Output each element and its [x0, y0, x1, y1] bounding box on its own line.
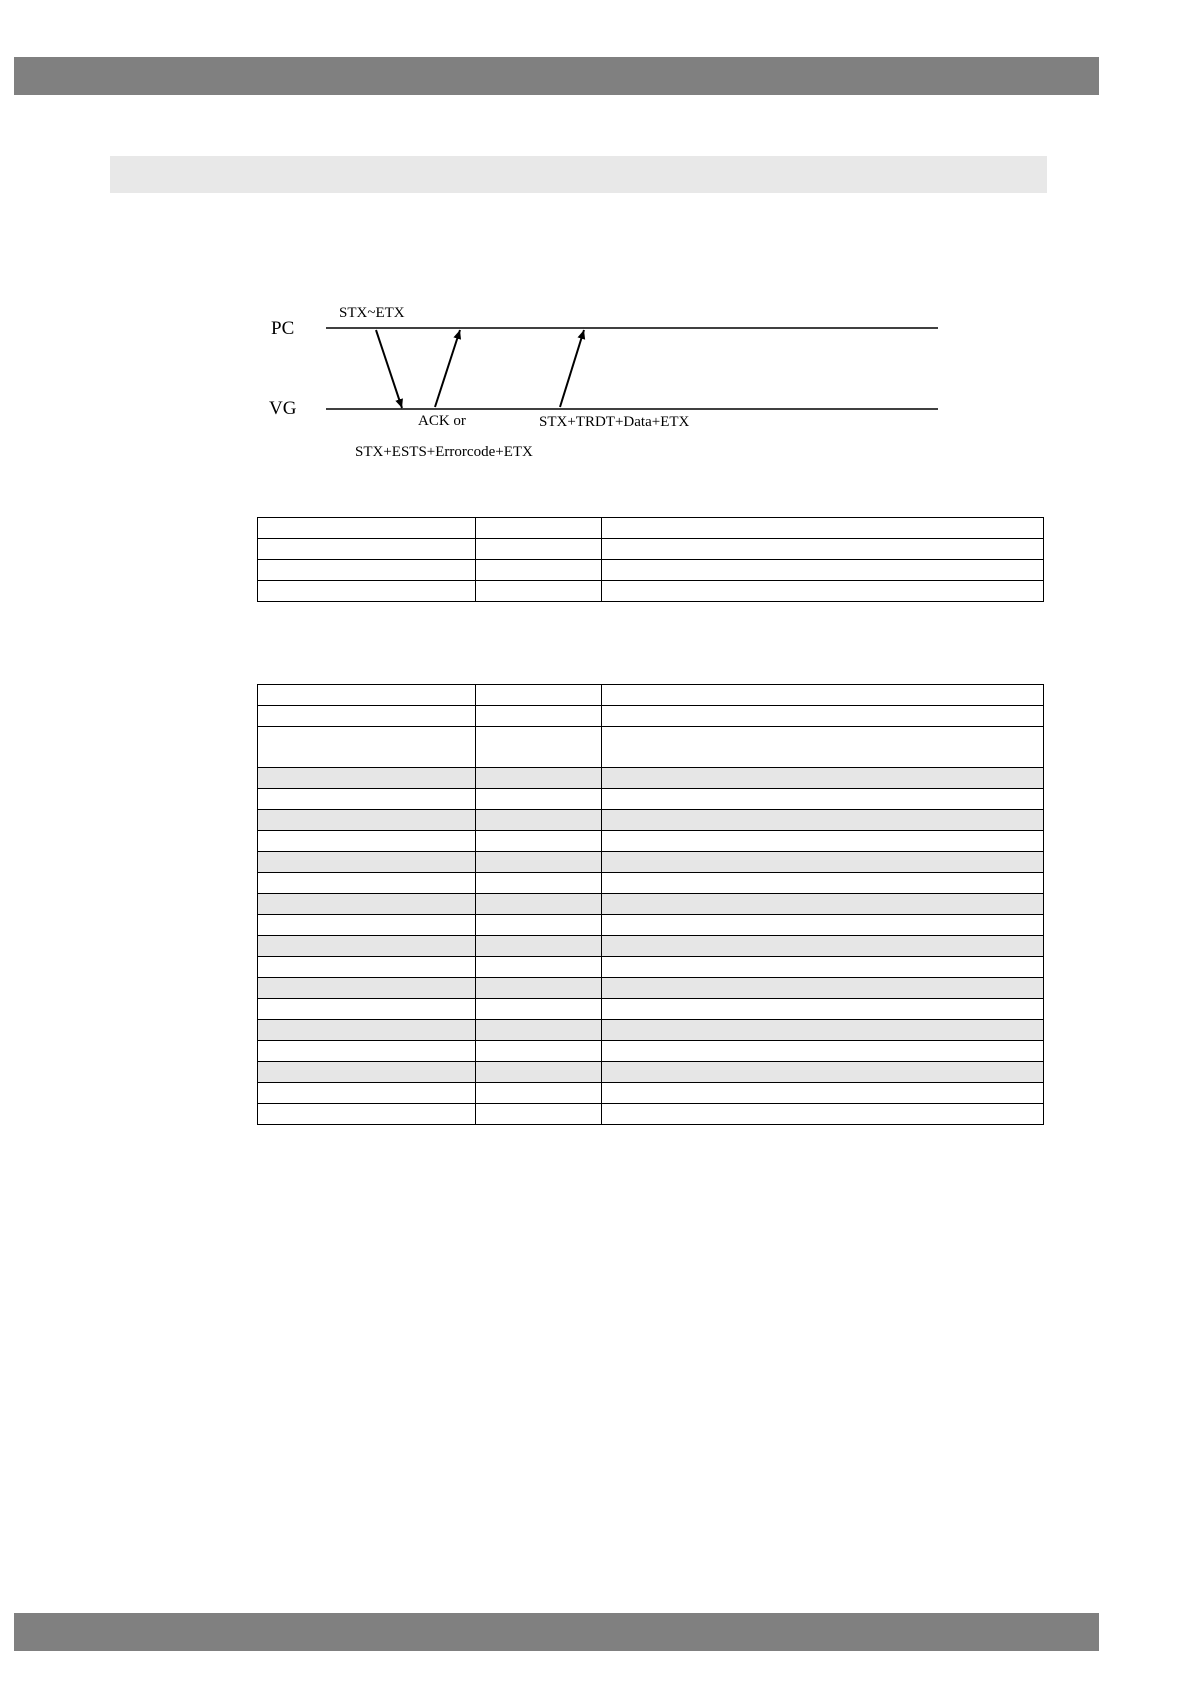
- table-cell: [258, 1020, 476, 1041]
- request-arrow: [376, 330, 402, 408]
- table-row: [258, 831, 1044, 852]
- table-1: [257, 517, 1044, 602]
- table-row: [258, 873, 1044, 894]
- table-cell: [476, 1041, 602, 1062]
- table-cell: [602, 789, 1044, 810]
- table-2: [257, 684, 1044, 1125]
- table-row: [258, 1062, 1044, 1083]
- table-row: [258, 560, 1044, 581]
- table-cell: [602, 560, 1044, 581]
- data-label: STX+TRDT+Data+ETX: [539, 414, 690, 430]
- vg-label: VG: [269, 398, 297, 419]
- table-row: [258, 957, 1044, 978]
- table-cell: [258, 518, 476, 539]
- table-cell: [476, 936, 602, 957]
- table-cell: [602, 685, 1044, 706]
- table-row: [258, 685, 1044, 706]
- table-cell: [476, 873, 602, 894]
- table-row: [258, 727, 1044, 768]
- table-cell: [258, 810, 476, 831]
- table-row: [258, 539, 1044, 560]
- table-cell: [602, 978, 1044, 999]
- table-cell: [476, 518, 602, 539]
- table-row: [258, 518, 1044, 539]
- table-row: [258, 978, 1044, 999]
- table-cell: [602, 1104, 1044, 1125]
- table-cell: [258, 727, 476, 768]
- table-cell: [602, 1062, 1044, 1083]
- table-cell: [258, 873, 476, 894]
- table-cell: [258, 789, 476, 810]
- table-row: [258, 810, 1044, 831]
- table-cell: [258, 957, 476, 978]
- table-row: [258, 768, 1044, 789]
- table-cell: [476, 789, 602, 810]
- section-title-bar: [110, 156, 1047, 193]
- table-cell: [602, 706, 1044, 727]
- table-row: [258, 894, 1044, 915]
- table-cell: [258, 978, 476, 999]
- table-cell: [602, 957, 1044, 978]
- footer-band: [14, 1613, 1099, 1651]
- communication-sequence-diagram: [250, 290, 950, 480]
- table-cell: [602, 727, 1044, 768]
- table-cell: [602, 915, 1044, 936]
- table-cell: [258, 706, 476, 727]
- table-cell: [476, 957, 602, 978]
- table-row: [258, 915, 1044, 936]
- pc-label: PC: [271, 318, 295, 339]
- table-cell: [476, 560, 602, 581]
- table-cell: [476, 1020, 602, 1041]
- table-cell: [476, 768, 602, 789]
- table-row: [258, 999, 1044, 1020]
- ack-label: ACK or: [418, 413, 466, 429]
- table-cell: [258, 894, 476, 915]
- table-cell: [258, 768, 476, 789]
- table-cell: [602, 810, 1044, 831]
- table-row: [258, 852, 1044, 873]
- table-row: [258, 936, 1044, 957]
- table-cell: [258, 936, 476, 957]
- table-cell: [602, 936, 1044, 957]
- table-cell: [602, 873, 1044, 894]
- table-cell: [476, 894, 602, 915]
- table-cell: [476, 852, 602, 873]
- table-cell: [602, 1083, 1044, 1104]
- table-cell: [476, 810, 602, 831]
- table-cell: [476, 1083, 602, 1104]
- error-label: STX+ESTS+Errorcode+ETX: [355, 444, 533, 460]
- table-cell: [476, 581, 602, 602]
- table-cell: [602, 831, 1044, 852]
- table-cell: [602, 581, 1044, 602]
- table-cell: [602, 894, 1044, 915]
- table-cell: [258, 685, 476, 706]
- table-cell: [476, 685, 602, 706]
- table-cell: [258, 1062, 476, 1083]
- table-cell: [602, 518, 1044, 539]
- table-cell: [602, 999, 1044, 1020]
- table-cell: [602, 1020, 1044, 1041]
- table-cell: [476, 539, 602, 560]
- table-cell: [258, 999, 476, 1020]
- table-cell: [258, 915, 476, 936]
- table-cell: [476, 1104, 602, 1125]
- table-row: [258, 1041, 1044, 1062]
- table-cell: [258, 1041, 476, 1062]
- table-cell: [476, 978, 602, 999]
- table-cell: [258, 539, 476, 560]
- table-cell: [602, 1041, 1044, 1062]
- table-cell: [258, 852, 476, 873]
- table-cell: [602, 539, 1044, 560]
- table-cell: [602, 852, 1044, 873]
- table-cell: [258, 560, 476, 581]
- table-cell: [476, 831, 602, 852]
- data-arrow: [560, 330, 584, 407]
- table-cell: [476, 915, 602, 936]
- table-cell: [258, 1083, 476, 1104]
- table-row: [258, 706, 1044, 727]
- table-cell: [476, 999, 602, 1020]
- ack-arrow: [435, 330, 460, 407]
- table-cell: [258, 1104, 476, 1125]
- request-label: STX~ETX: [339, 305, 405, 321]
- table-row: [258, 1104, 1044, 1125]
- table-cell: [602, 768, 1044, 789]
- table-row: [258, 1020, 1044, 1041]
- table-cell: [476, 1062, 602, 1083]
- table-row: [258, 581, 1044, 602]
- table-cell: [476, 727, 602, 768]
- header-band: [14, 57, 1099, 95]
- table-row: [258, 789, 1044, 810]
- table-cell: [476, 706, 602, 727]
- table-row: [258, 1083, 1044, 1104]
- table-cell: [258, 831, 476, 852]
- table-cell: [258, 581, 476, 602]
